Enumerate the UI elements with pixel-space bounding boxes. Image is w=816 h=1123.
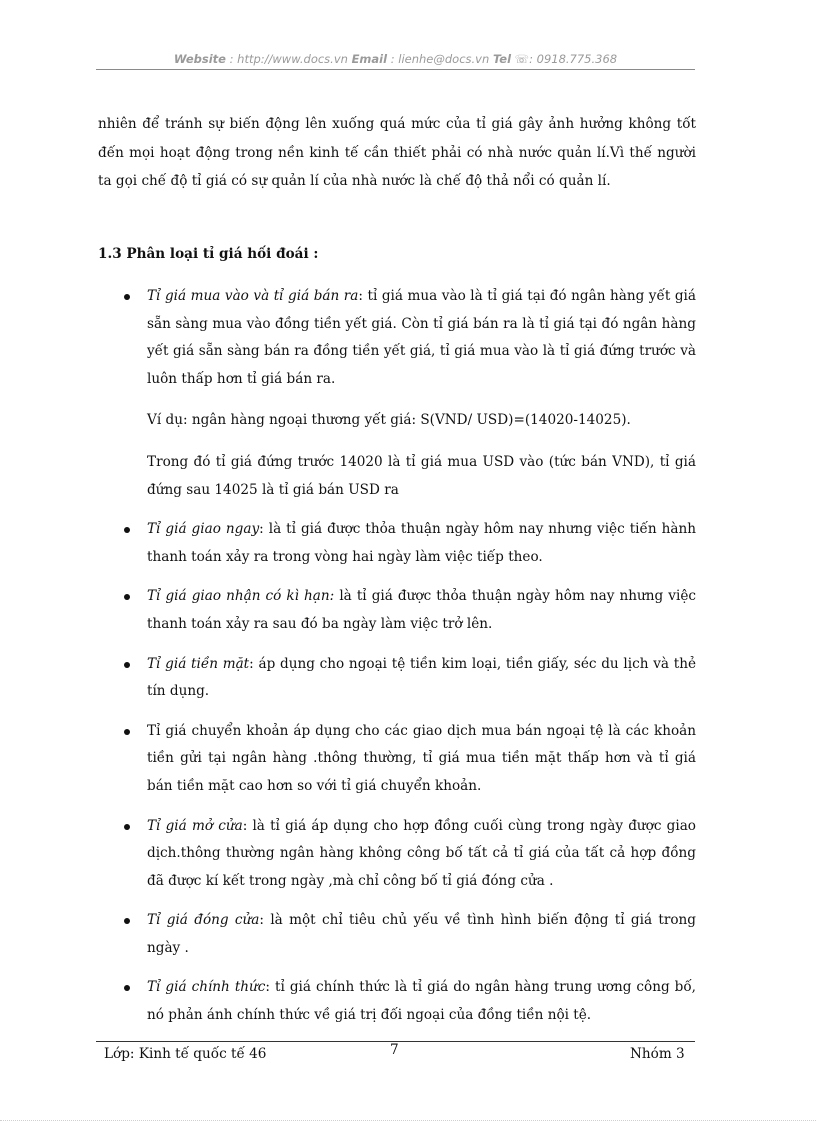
item-text: : tỉ giá chính thức là tỉ giá do ngân hàng trung ương công bố, nó phản ánh chính thức về giá trị đối ngoại của đồng tiền nội tệ. xyxy=(147,979,697,1024)
page-number: 7 xyxy=(390,1042,399,1058)
item-text: Tỉ giá chuyển khoản áp dụng cho các giao dịch mua bán ngoại tệ là các khoản tiền gửi tại ngân hàng .thông thường, tỉ giá mua tiền mặt thấp hơn và tỉ giá bán tiền mặt cao hơn so với tỉ giá chuyển khoản. xyxy=(147,722,696,794)
bullet-icon xyxy=(124,729,130,735)
list-item xyxy=(98,283,696,504)
item-term: Tỉ giá tiền mặt xyxy=(147,655,250,672)
website-label: Website xyxy=(173,52,226,66)
bullet-icon xyxy=(124,527,130,533)
list-item xyxy=(98,974,696,1029)
list-item xyxy=(98,718,696,801)
list-item xyxy=(98,907,696,962)
item-text: là tỉ giá được thỏa thuận ngày hôm nay nhưng việc thanh toán xảy ra sau đó ba ngày làm việc trở lên. xyxy=(147,588,696,632)
item-term: Tỉ giá giao nhận có kì hạn: xyxy=(147,588,335,605)
bullet-icon xyxy=(124,662,130,668)
footer-class: Lớp: Kinh tế quốc tế 46 xyxy=(104,1046,267,1062)
list-item xyxy=(98,651,696,706)
example-line: Ví dụ: ngân hàng ngoại thương yết giá: S(VND/ USD)=(14020-14025). xyxy=(147,412,631,429)
item-text: : là một chỉ tiêu chủ yếu về tình hình biến động tỉ giá trong ngày . xyxy=(147,912,696,956)
item-text: : là tỉ giá áp dụng cho hợp đồng cuối cùng trong ngày được giao dịch.thông thường ngân hàng không công bố tất cả tỉ giá của tất cả hợp đồng đã được kí kết trong ngày ,mà chỉ công bố tỉ giá đóng cửa . xyxy=(147,817,696,889)
bullet-icon xyxy=(124,594,130,600)
email-label: Email xyxy=(351,52,388,66)
section-heading: 1.3 Phân loại tỉ giá hối đoái : xyxy=(98,246,319,262)
item-term: Tỉ giá mở cửa xyxy=(147,817,243,834)
example-explanation: Trong đó tỉ giá đứng trước 14020 là tỉ giá mua USD vào (tức bán VND), tỉ giá đứng sau 14025 là tỉ giá bán USD ra xyxy=(147,453,696,498)
list-item xyxy=(98,516,696,571)
bullet-icon xyxy=(124,985,130,991)
phone-icon: ☏ xyxy=(514,52,530,66)
email-value: : lienhe@docs.vn xyxy=(390,52,490,66)
tel-label: Tel xyxy=(492,52,512,66)
item-text: : áp dụng cho ngoại tệ tiền kim loại, tiền giấy, séc du lịch và thẻ tín dụng. xyxy=(147,655,696,700)
page-bottom-edge xyxy=(0,1120,816,1121)
rate-type-list xyxy=(98,283,696,1042)
item-text: : là tỉ giá được thỏa thuận ngày hôm nay nhưng việc tiến hành thanh toán xảy ra trong vòng hai ngày làm việc tiếp theo. xyxy=(147,521,696,565)
list-item xyxy=(98,583,696,638)
item-term: Tỉ giá giao ngay xyxy=(147,521,260,538)
tel-value: : 0918.775.368 xyxy=(529,52,618,66)
item-text: : tỉ giá mua vào là tỉ giá tại đó ngân hàng yết giá sẵn sàng mua vào đồng tiền yết giá. Còn tỉ giá bán ra là tỉ giá tại đó ngân hàng yết giá sẵn sàng bán ra đồng tiền yết giá, tỉ giá mua vào là tỉ giá đứng trước và luôn thấp hơn tỉ giá bán ra. xyxy=(147,288,696,387)
list-item xyxy=(98,813,696,896)
item-term: Tỉ giá chính thức xyxy=(147,979,266,996)
intro-paragraph: nhiên để tránh sự biến động lên xuống quá mức của tỉ giá gây ảnh hưởng không tốt đến mọi hoạt động trong nền kinh tế cần thiết phải có nhà nước quản lí.Vì thế người ta gọi chế độ tỉ giá có sự quản lí của nhà nước là chế độ thả nổi có quản lí. xyxy=(98,116,696,189)
header-divider xyxy=(96,69,695,70)
bullet-icon xyxy=(124,918,130,924)
website-value: : http://www.docs.vn xyxy=(229,52,348,66)
bullet-icon xyxy=(124,824,130,830)
item-term: Tỉ giá mua vào và tỉ giá bán ra xyxy=(147,288,359,304)
item-term: Tỉ giá đóng cửa xyxy=(147,912,260,929)
page-header xyxy=(96,52,695,66)
bullet-icon xyxy=(124,294,130,300)
footer-group: Nhóm 3 xyxy=(630,1046,685,1062)
